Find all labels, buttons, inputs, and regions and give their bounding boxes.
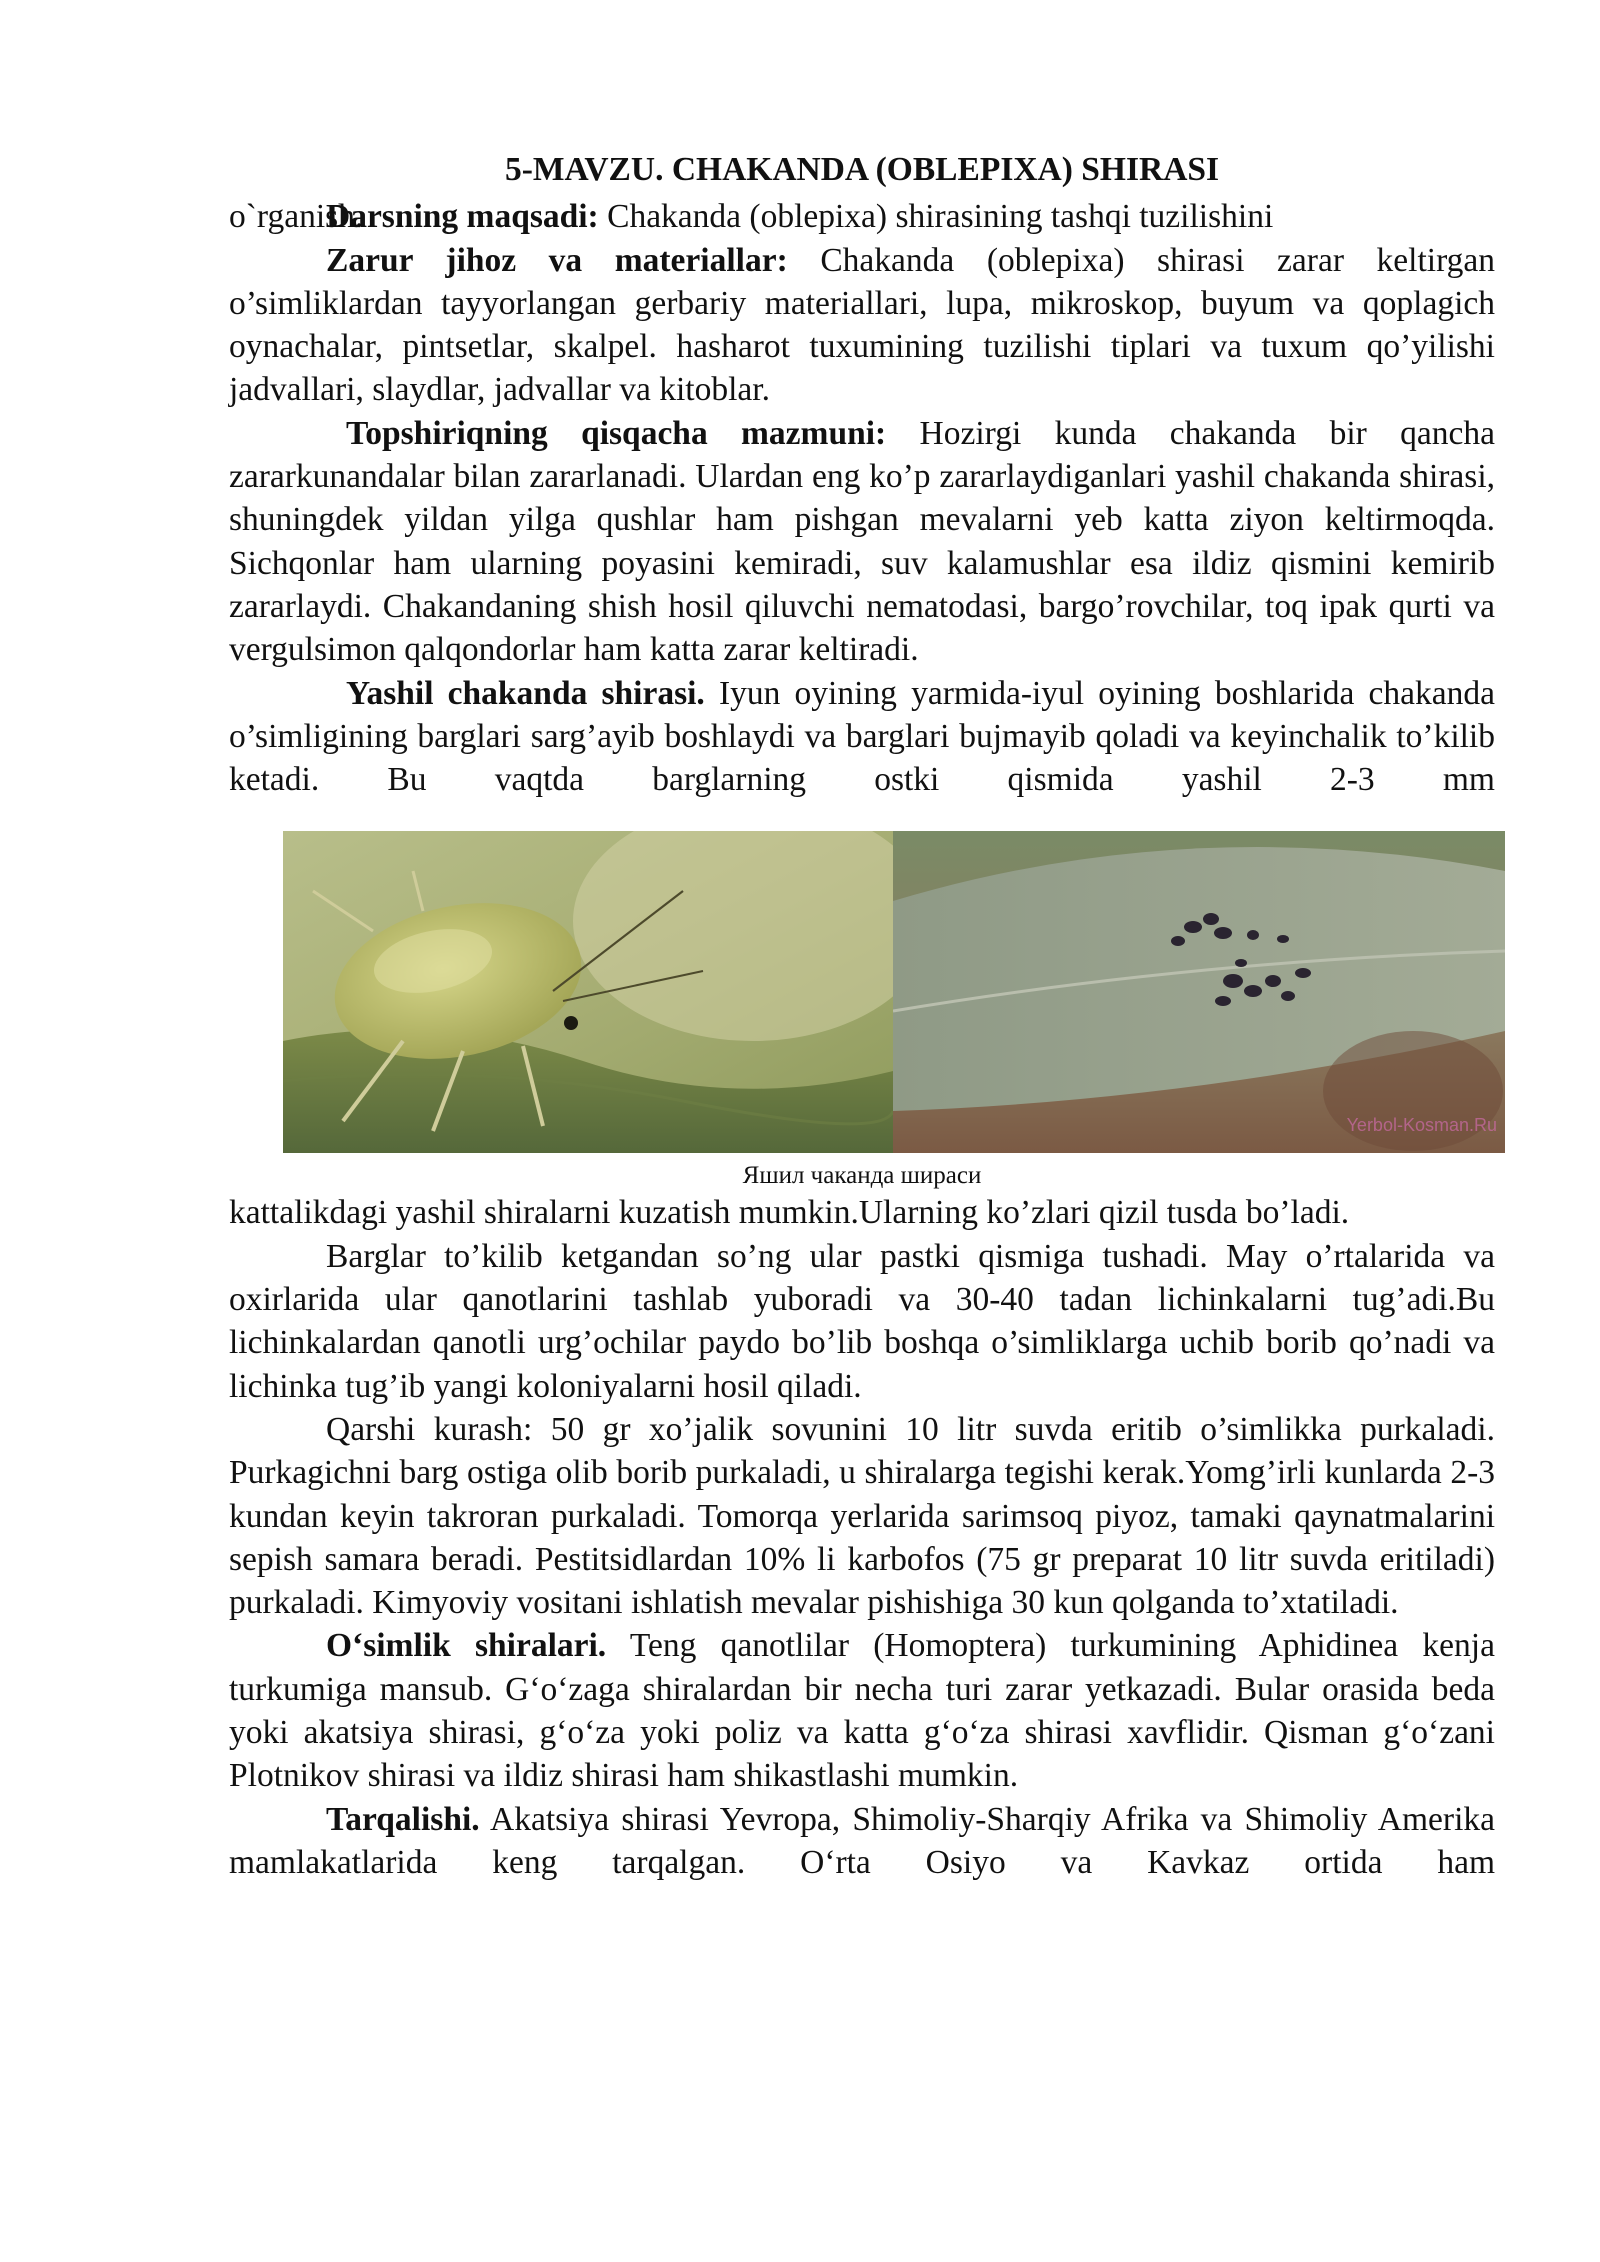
aphid-colony-leaf-image <box>893 831 1505 1153</box>
plant-aphids-label: O‘simlik shiralari. <box>326 1627 607 1665</box>
goal-text-continued: o`rganish. <box>229 198 364 236</box>
distribution-text: Akatsiya shirasi Yevropa, Shimoliy-Sharqiy Afrika va Shimoliy Amerika mamlakatlarida keng tarqalgan. O‘rta Osiyo va Kavkaz ortida ham <box>229 1800 1495 1881</box>
document-title: 5-MAVZU. CHAKANDA (OBLEPIXA) SHIRASI <box>504 151 1220 188</box>
figure-caption: Яшил чаканда шираси <box>742 1162 982 1190</box>
goal-label: Darsning maqsadi: <box>326 198 599 236</box>
image-watermark: Yerbol-Kosman.Ru <box>1346 1115 1497 1136</box>
green-aphid-label: Yashil chakanda shirasi. <box>346 674 705 712</box>
paragraph-size: kattalikdagi yashil shiralarni kuzatish mumkin.Ularning ko’zlari qizil tusda bo’ladi. <box>229 1194 1350 1232</box>
paragraph-distribution <box>229 1798 1495 1885</box>
goal-text: Chakanda (oblepixa) shirasining tashqi tuzilishini <box>607 198 1274 236</box>
paragraph-green-aphid <box>229 672 1495 802</box>
paragraph-plant-aphids <box>229 1624 1495 1797</box>
paragraph-materials <box>229 239 1495 412</box>
distribution-label: Tarqalishi. <box>326 1800 480 1838</box>
materials-text: Chakanda (oblepixa) shirasi zarar keltirgan o’simliklardan tayyorlangan gerbariy materiallari, lupa, mikroskop, buyum va qoplagich oynachalar, pintsetlar, skalpel. hasharot tuxumining tuzilishi tiplari va tuxum qo’yilishi jadvallari, slaydlar, jadvallar va kitoblar. <box>229 241 1495 409</box>
materials-label: Zarur jihoz va materiallar: <box>326 241 788 279</box>
green-aphid-text: Iyun oyining yarmida-iyul oyining boshlarida chakanda o’simligining barglari sarg’ayib boshlaydi va barglari bujmayib qoladi va keyinchalik to’kilib ketadi. Bu vaqtda barglarning ostki qismida yashil 2-3 mm <box>229 674 1495 799</box>
paragraph-summary <box>229 412 1495 672</box>
summary-text: Hozirgi kunda chakanda bir qancha zararkunandalar bilan zararlanadi. Ulardan eng ko’p zararlaydiganlari yashil chakanda shirasi, shuningdek yildan yilga qushlar ham pishgan mevalarni yeb katta ziyon keltirmoqda. Sichqonlar ham ularning poyasini kemiradi, suv kalamushlar esa ildiz qismini kemirib zararlaydi. Chakandaning shish hosil qiluvchi nematodasi, bargo’rovchilar, toq ipak qurti va vergulsimon qalqondorlar ham katta zarar keltiradi. <box>229 414 1496 669</box>
aphid-closeup-image <box>283 831 893 1153</box>
figure <box>229 831 1495 1193</box>
document-page <box>229 148 1495 1884</box>
summary-label: Topshiriqning qisqacha mazmuni: <box>346 414 887 452</box>
paragraph-control: Qarshi kurash: 50 gr xo’jalik sovunini 10 litr suvda eritib o’simlikka purkaladi. Purkagichni barg ostiga olib borib purkaladi, u shiralarga tegishi kerak.Yomg’irli kunlarda 2-3 kundan keyin takroran purkaladi. Tomorqa yerlarida sarimsoq piyoz, tamaki qaynatmalarini sepish samara beradi. Pestitsidlardan 10% li karbofos (75 gr preparat 10 litr suvda eritiladi) purkaladi. Kimyoviy vositani ishlatish mevalar pishishiga 30 kun qolganda to’xtatiladi. <box>229 1410 1495 1622</box>
plant-aphids-text: Teng qanotlilar (Homoptera) turkumining Aphidinea kenja turkumiga mansub. G‘o‘zaga shiralardan bir necha turi zarar yetkazadi. Bular orasida beda yoki akatsiya shirasi, g‘o‘za yoki poliz va katta g‘o‘za shirasi xavflidir. Qisman g‘o‘zani Plotnikov shirasi va ildiz shirasi ham shikastlashi mumkin. <box>229 1627 1495 1795</box>
paragraph-lifecycle: Barglar to’kilib ketgandan so’ng ular pastki qismiga tushadi. May o’rtalarida va oxirlarida ular qanotlarini tashlab yuboradi va 30-40 tadan lichinkalarni tug’adi.Bu lichinkalardan qanotli urg’ochilar paydo bo’lib boshqa o’simliklarga uchib borib qo’nadi va lichinka tug’ib yangi koloniyalarni hosil qiladi. <box>229 1237 1495 1405</box>
figure-images <box>283 831 1505 1153</box>
